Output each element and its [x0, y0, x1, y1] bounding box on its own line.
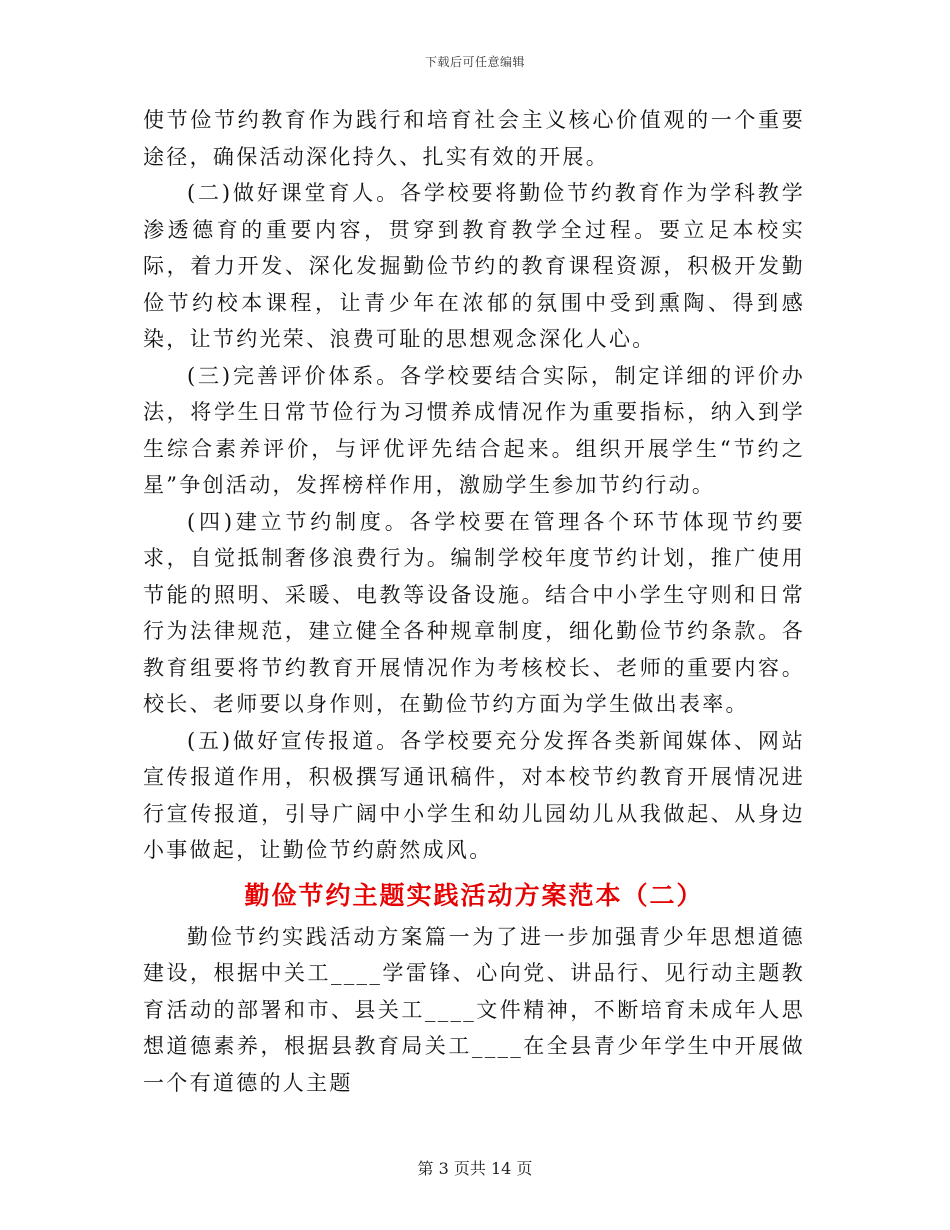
page-header: 下载后可任意编辑 [424, 55, 525, 69]
page-number: 第 3 页共 14 页 [417, 1159, 533, 1178]
paragraph-publicity: (五)做好宣传报道。各学校要充分发挥各类新闻媒体、网站宣传报道作用，积极撰写通讯稿件，对本校节约教育开展情况进行宣传报道，引导广阔中小学生和幼儿园幼儿从我做起、从身边小事做起，让勤俭节约蔚然成风。 [143, 728, 805, 862]
paragraph-system: (四)建立节约制度。各学校要在管理各个环节体现节约要求，自觉抵制奢侈浪费行为。编制学校年度节约计划，推广使用节能的照明、采暖、电教等设备设施。结合中小学生守则和日常行为法律规范，建立健全各种规章制度，细化勤俭节约条款。各教育组要将节约教育开展情况作为考核校长、老师的重要内容。校长、老师要以身作则，在勤俭节约方面为学生做出表率。 [143, 509, 805, 716]
section-title: 勤俭节约主题实践活动方案范本（二） [244, 880, 704, 910]
document-body [143, 102, 805, 1101]
paragraph-evaluation: (三)完善评价体系。各学校要结合实际，制定详细的评价办法，将学生日常节俭行为习惯养成情况作为重要指标，纳入到学生综合素养评价，与评优评先结合起来。组织开展学生“节约之星”争创活动，发挥榜样作用，激励学生参加节约行动。 [143, 363, 805, 497]
paragraph-plan-intro: 勤俭节约实践活动方案篇一为了进一步加强青少年思想道德建设，根据中关工____学雷锋、心向党、讲品行、见行动主题教育活动的部署和市、县关工____文件精神，不断培育未成年人思想道德素养，根据县教育局关工____在全县青少年学生中开展做一个有道德的人主题 [143, 924, 805, 1095]
paragraph-classroom: (二)做好课堂育人。各学校要将勤俭节约教育作为学科教学渗透德育的重要内容，贯穿到教育教学全过程。要立足本校实际，着力开发、深化发掘勤俭节约的教育课程资源，积极开发勤俭节约校本课程，让青少年在浓郁的氛围中受到熏陶、得到感染，让节约光荣、浪费可耻的思想观念深化人心。 [143, 181, 805, 351]
paragraph-continuation: 使节俭节约教育作为践行和培育社会主义核心价值观的一个重要途径，确保活动深化持久、扎实有效的开展。 [143, 108, 805, 169]
